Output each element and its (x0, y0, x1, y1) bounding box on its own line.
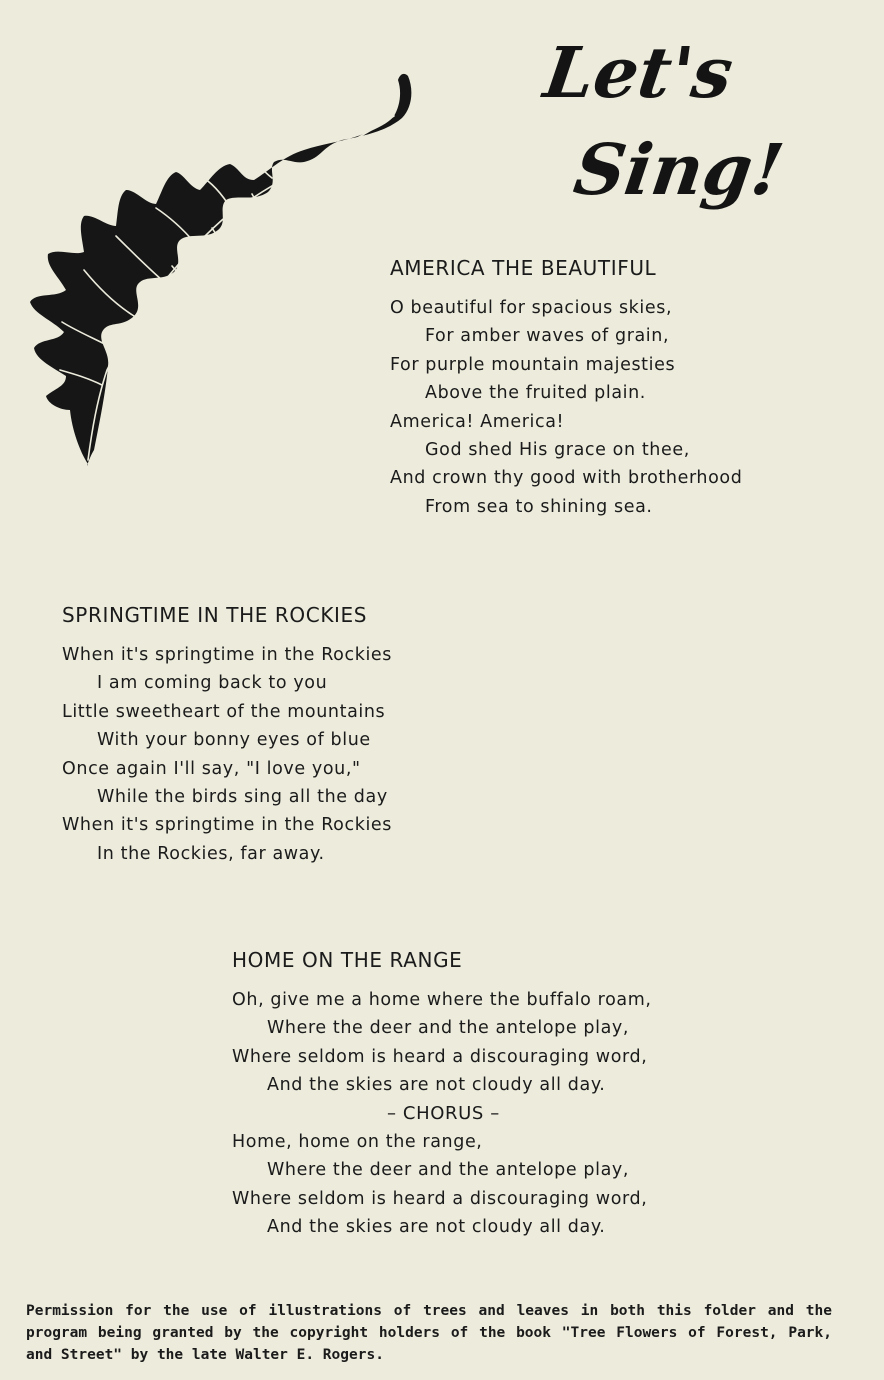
lyric-line: And the skies are not cloudy all day. (267, 1217, 606, 1238)
lyric-line: When it's springtime in the Rockies (62, 815, 392, 836)
lyric-line: God shed His grace on thee, (425, 439, 690, 460)
song-title: SPRINGTIME IN THE ROCKIES (62, 603, 368, 627)
lyric-line: For amber waves of grain, (425, 326, 670, 347)
oak-leaf-icon (22, 70, 422, 470)
chorus-label: – CHORUS – (387, 1102, 500, 1124)
lyric-line: And crown thy good with brotherhood (390, 468, 743, 489)
lyric-line: I am coming back to you (97, 673, 328, 694)
lyric-line: Where the deer and the antelope play, (267, 1160, 630, 1181)
lyric-line: In the Rockies, far away. (97, 843, 325, 864)
lyric-line: Oh, give me a home where the buffalo roam, (232, 990, 652, 1010)
lyric-line: And the skies are not cloudy all day. (267, 1075, 606, 1096)
lyric-line: Little sweetheart of the mountains (62, 701, 386, 722)
lyric-line: With your bonny eyes of blue (97, 730, 371, 751)
song-title: AMERICA THE BEAUTIFUL (390, 256, 657, 280)
lyric-line: Where the deer and the antelope play, (267, 1018, 630, 1039)
permission-footnote: Permission for the use of illustrations of trees and leaves in both this folder and the program being granted by the copyright holders of the book "Tree Flowers of Forest, Park, and Street" by the late Walter E. Rogers. (26, 1303, 832, 1363)
title-sing: Sing! (569, 128, 789, 211)
lyric-line: While the birds sing all the day (97, 786, 388, 807)
lyric-line: Once again I'll say, "I love you," (62, 758, 361, 779)
lyric-line: From sea to shining sea. (425, 496, 653, 517)
lyric-line: Above the fruited plain. (425, 383, 646, 404)
lyric-line: America! America! (390, 411, 565, 432)
song-america-the-beautiful (390, 256, 742, 521)
lyric-line: When it's springtime in the Rockies (62, 645, 392, 665)
song-title: HOME ON THE RANGE (232, 948, 463, 972)
song-home-on-the-range (232, 948, 652, 1242)
lyric-line: Where seldom is heard a discouraging word, (232, 1046, 648, 1067)
lyric-line: Where seldom is heard a discouraging word, (232, 1188, 648, 1209)
song-springtime-in-the-rockies (62, 603, 392, 868)
title-lets: Let's (539, 31, 738, 114)
lyric-line: For purple mountain majesties (390, 354, 676, 375)
lyric-line: Home, home on the range, (232, 1131, 483, 1152)
lyric-line: O beautiful for spacious skies, (390, 298, 673, 318)
